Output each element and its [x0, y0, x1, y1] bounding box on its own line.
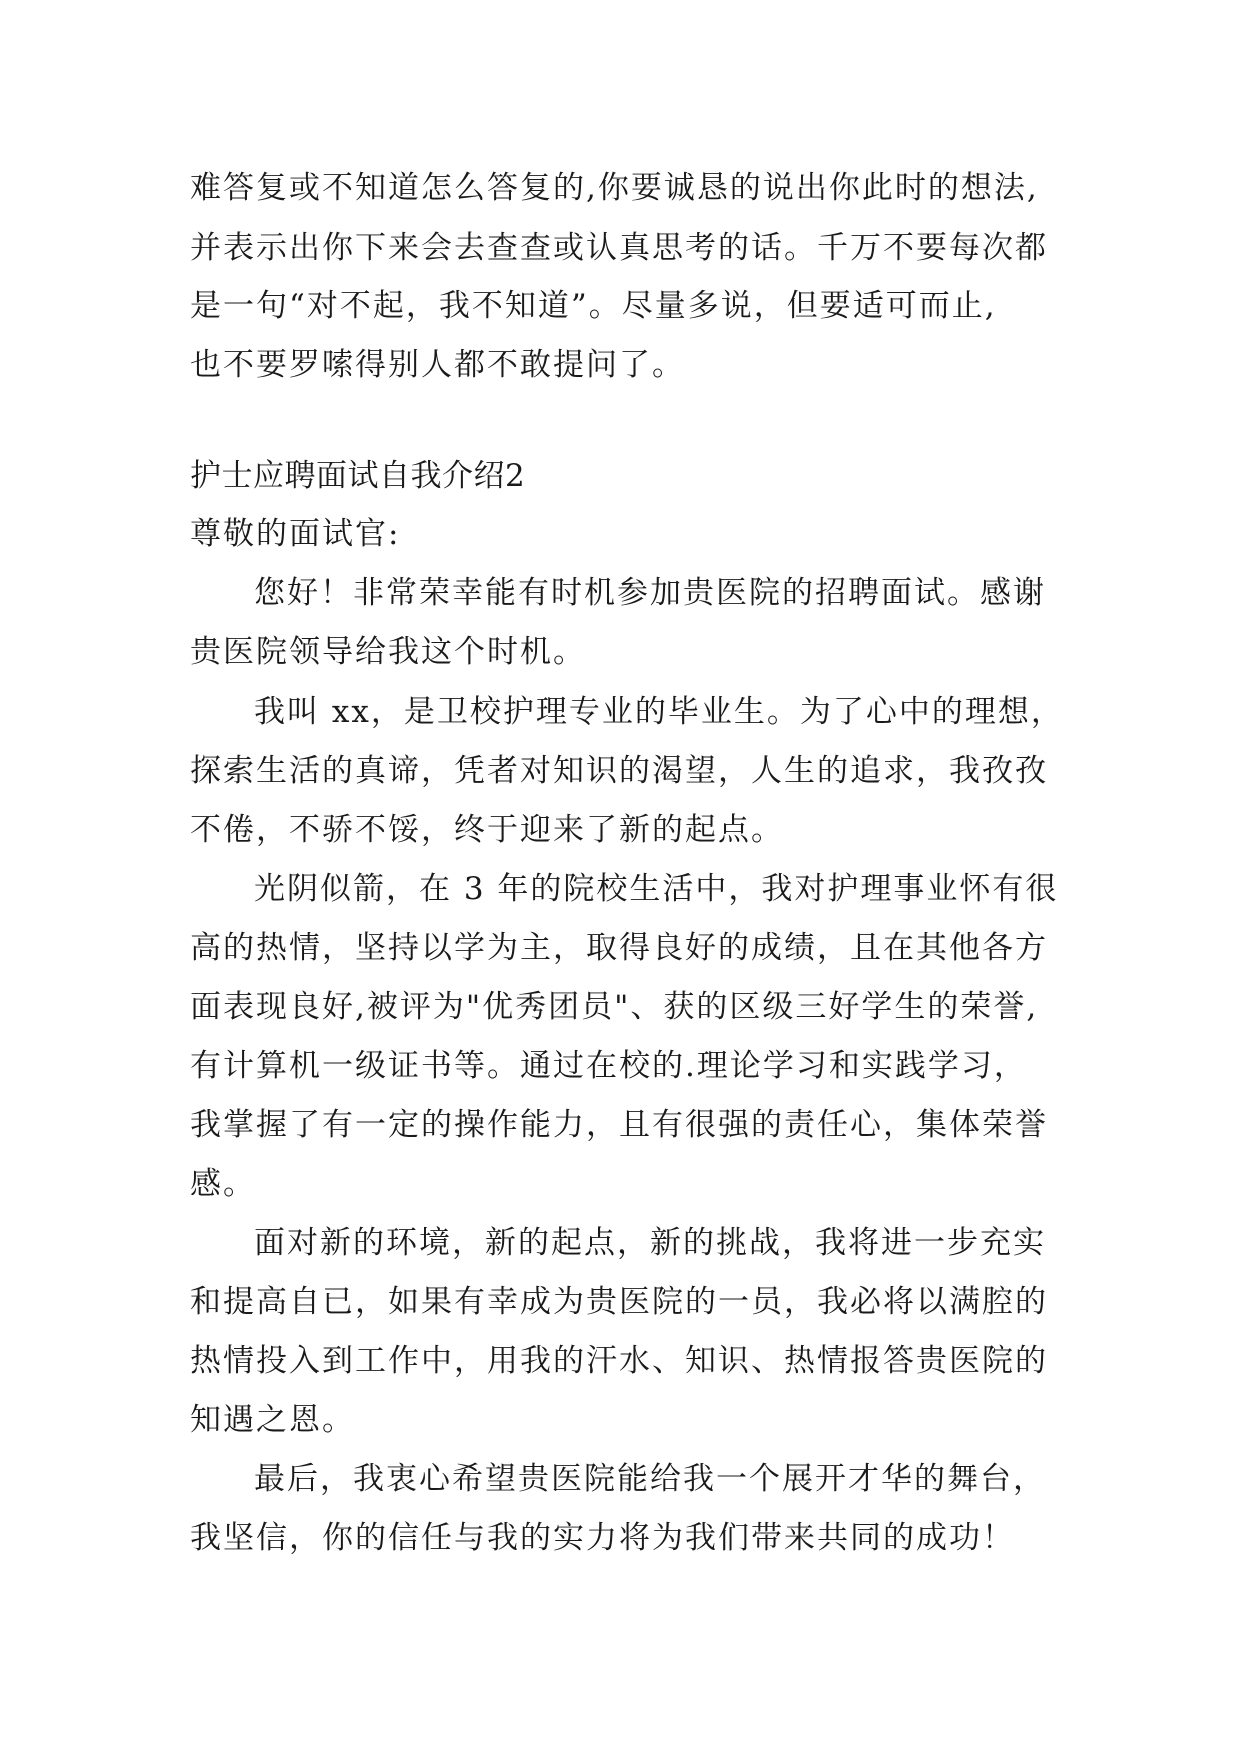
- text-line: 高的热情，坚持以学为主，取得良好的成绩，且在其他各方: [190, 930, 1048, 966]
- text-line: 最后，我衷心希望贵医院能给我一个展开才华的舞台，: [254, 1461, 1046, 1497]
- text-line: 感。: [190, 1166, 256, 1202]
- text-line: 知遇之恩。: [190, 1402, 355, 1438]
- section-title: 护士应聘面试自我介绍2: [190, 458, 526, 494]
- text-line: 您好！非常荣幸能有时机参加贵医院的招聘面试。感谢: [254, 575, 1046, 611]
- text-line: 并表示出你下来会去查查或认真思考的话。千万不要每次都: [190, 230, 1048, 266]
- text-line: 热情投入到工作中，用我的汗水、知识、热情报答贵医院的: [190, 1343, 1048, 1379]
- text-line: 面表现良好,被评为"优秀团员"、获的区级三好学生的荣誉,: [190, 989, 1039, 1025]
- text-line: 贵医院领导给我这个时机。: [190, 634, 586, 670]
- text-line: 我掌握了有一定的操作能力，且有很强的责任心，集体荣誉: [190, 1107, 1048, 1143]
- text-line: 探索生活的真谛，凭者对知识的渴望，人生的追求，我孜孜: [190, 753, 1048, 789]
- text-line: 我坚信，你的信任与我的实力将为我们带来共同的成功！: [190, 1520, 1015, 1556]
- text-line: 面对新的环境，新的起点，新的挑战，我将进一步充实: [254, 1225, 1046, 1261]
- text-line: 也不要罗嗦得别人都不敢提问了。: [190, 347, 685, 383]
- text-line: 是一句“对不起，我不知道”。尽量多说，但要适可而止,: [190, 288, 997, 324]
- text-line: 有计算机一级证书等。通过在校的.理论学习和实践学习，: [190, 1048, 1027, 1084]
- text-line: 我叫 xx，是卫校护理专业的毕业生。为了心中的理想，: [254, 694, 1064, 730]
- text-line: 和提高自已，如果有幸成为贵医院的一员，我必将以满腔的: [190, 1284, 1048, 1320]
- salutation: 尊敬的面试官:: [190, 516, 401, 552]
- text-line: 不倦，不骄不馁，终于迎来了新的起点。: [190, 812, 784, 848]
- text-line: 光阴似箭，在 3 年的院校生活中，我对护理事业怀有很: [254, 871, 1059, 907]
- text-line: 难答复或不知道怎么答复的,你要诚恳的说出你此时的想法,: [190, 170, 1039, 206]
